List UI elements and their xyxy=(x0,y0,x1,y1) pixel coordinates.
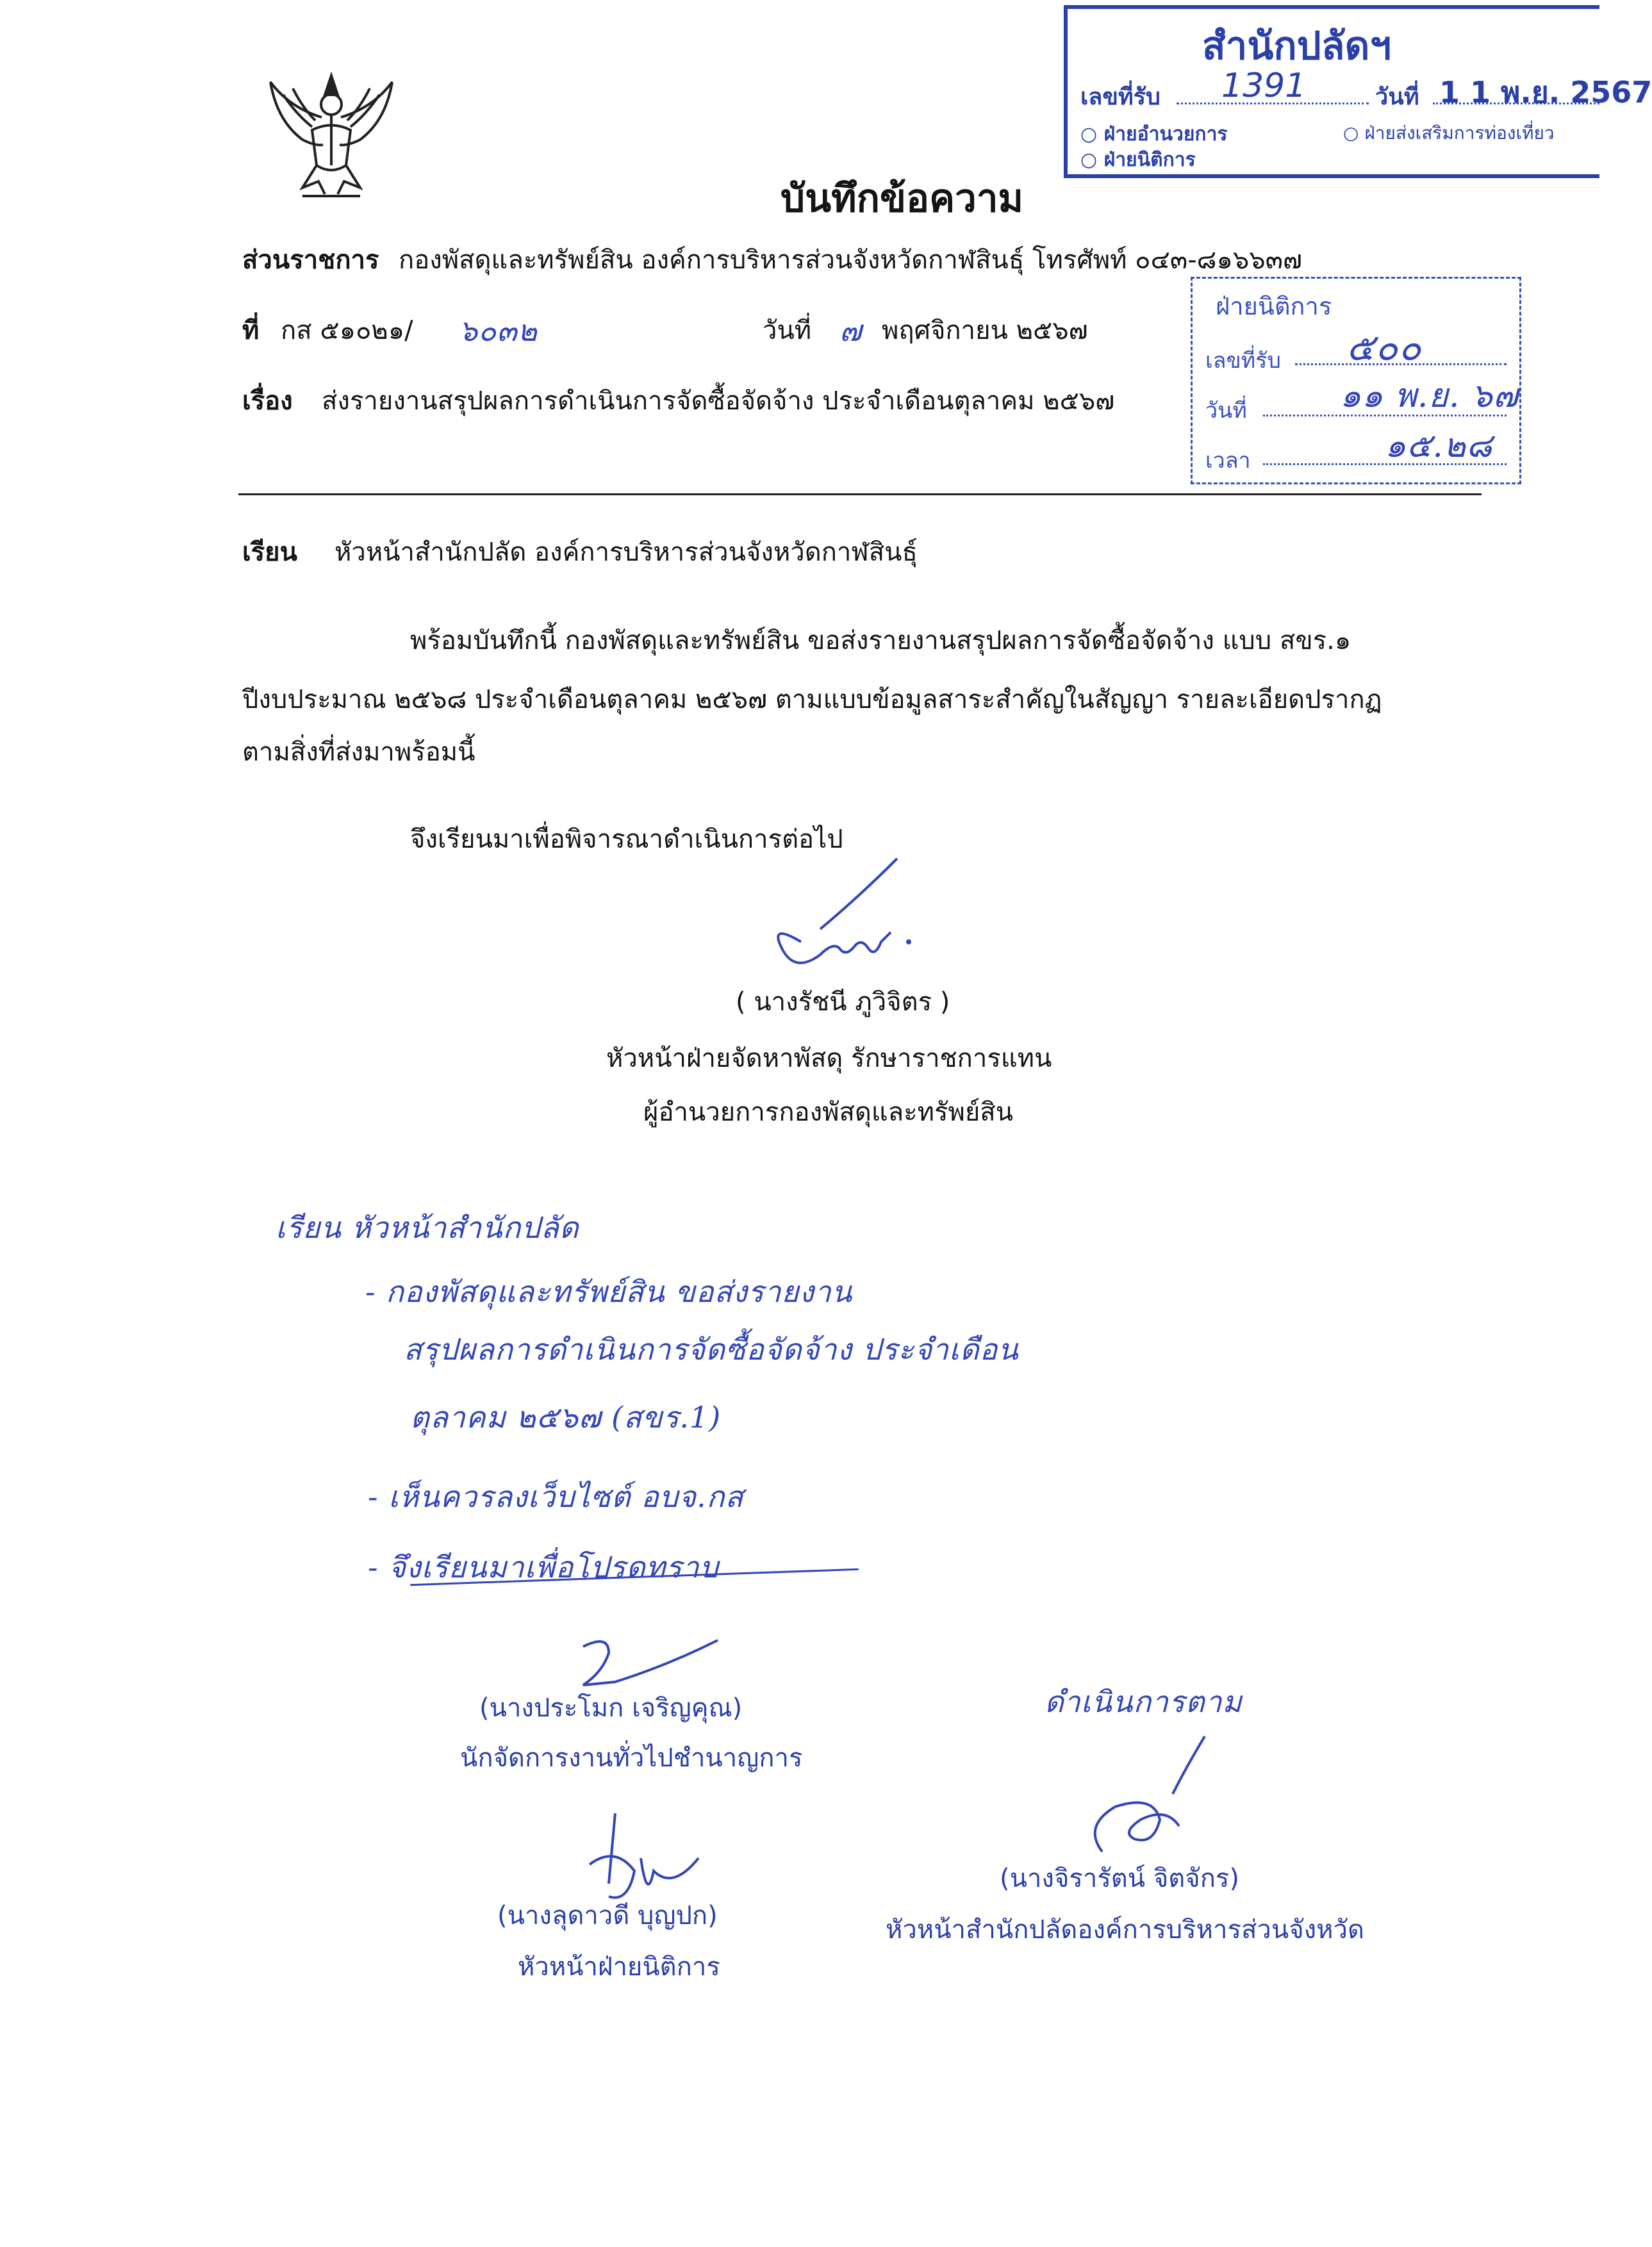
agency-label: ส่วนราชการ xyxy=(242,245,379,275)
subject-value: ส่งรายงานสรุปผลการดำเนินการจัดซื้อจัดจ้าง ประจำเดือนตุลาคม ๒๕๖๗ xyxy=(322,386,1115,416)
stamp-date-label: วันที่ xyxy=(1375,84,1419,110)
agency-value: กองพัสดุและทรัพย์สิน องค์การบริหารส่วนจังหวัดกาฬสินธุ์ โทรศัพท์ ๐๔๓-๘๑๖๖๓๗ xyxy=(399,245,1303,275)
signer3-name: (นางจิรารัตน์ จิตจักร) xyxy=(1000,1864,1240,1893)
stamp-office-title: สำนักปลัดฯ xyxy=(1202,24,1392,69)
signer3-title: หัวหน้าสำนักปลัดองค์การบริหารส่วนจังหวัด xyxy=(886,1915,1364,1945)
ref-handwritten: ๖๐๓๒ xyxy=(459,313,538,348)
to-label: เรียน xyxy=(242,538,297,567)
signer1-title: นักจัดการงานทั่วไปชำนาญการ xyxy=(460,1743,803,1773)
approval-note: ดำเนินการตาม xyxy=(1045,1684,1243,1719)
stamp-date-value: 1 1 พ.ย. 2567 xyxy=(1439,75,1652,110)
note-line-4: ตุลาคม ๒๕๖๗ (สขร.1) xyxy=(410,1400,722,1435)
body-line-1: พร้อมบันทึกนี้ กองพัสดุและทรัพย์สิน ขอส่งรายงานสรุปผลการจัดซื้อจัดจ้าง แบบ สขร.๑ xyxy=(410,626,1351,655)
body-line-2: ปีงบประมาณ ๒๕๖๘ ประจำเดือนตุลาคม ๒๕๖๗ ตามแบบข้อมูลสาระสำคัญในสัญญา รายละเอียดปรากฏ xyxy=(242,685,1382,714)
to-value: หัวหน้าสำนักปลัด องค์การบริหารส่วนจังหวัดกาฬสินธุ์ xyxy=(335,538,918,567)
legal-date-value: ๑๑ พ.ย. ๖๗ xyxy=(1340,377,1519,415)
header-divider xyxy=(238,493,1482,495)
legal-stamp-title: ฝ่ายนิติการ xyxy=(1216,292,1332,320)
stamp-receipt-number: 1391 xyxy=(1221,67,1307,105)
signer2-name: (นางลุดาวดี บุญปก) xyxy=(497,1901,718,1930)
main-signature xyxy=(743,846,948,980)
note-line-6: - จึงเรียนมาเพื่อโปรดทราบ xyxy=(368,1550,719,1584)
legal-receipt-stamp xyxy=(1191,277,1521,484)
date-value: พฤศจิกายน ๒๕๖๗ xyxy=(882,316,1088,345)
closing-line: จึงเรียนมาเพื่อพิจารณาดำเนินการต่อไป xyxy=(410,825,843,854)
stamp-receipt-label: เลขที่รับ xyxy=(1080,84,1161,110)
memo-heading: บันทึกข้อความ xyxy=(781,176,1024,221)
legal-receipt-number: ๕๐๐ xyxy=(1346,325,1422,369)
signer1-name: (นางประโมก เจริญคุณ) xyxy=(479,1693,743,1723)
office-receipt-stamp xyxy=(1064,5,1652,178)
signer2-title: หัวหน้าฝ่ายนิติการ xyxy=(518,1952,720,1982)
legal-date-label: วันที่ xyxy=(1205,398,1247,424)
signer-name: ( นางรัชนี ภูวิจิตร ) xyxy=(736,987,950,1017)
legal-time-value: ๑๕.๒๘ xyxy=(1385,427,1493,465)
date-handwritten: ๗ xyxy=(839,313,863,348)
ref-value: กส ๕๑๐๒๑/ xyxy=(281,316,413,345)
garuda-emblem xyxy=(264,69,399,204)
note-line-1: เรียน หัวหน้าสำนักปลัด xyxy=(276,1210,579,1245)
date-label: วันที่ xyxy=(763,316,812,345)
signer-title-2: ผู้อำนวยการกองพัสดุและทรัพย์สิน xyxy=(643,1098,1014,1127)
legal-time-label: เวลา xyxy=(1205,448,1251,473)
note-line-5: - เห็นควรลงเว็บไซต์ อบจ.กส xyxy=(368,1479,744,1514)
body-line-3: ตามสิ่งที่ส่งมาพร้อมนี้ xyxy=(242,737,475,767)
stamp-option-tourism: ○ ฝ่ายส่งเสริมการท่องเที่ยว xyxy=(1343,122,1555,144)
signer3-signature xyxy=(1077,1730,1218,1871)
signer1-signature xyxy=(570,1627,737,1698)
ref-label: ที่ xyxy=(242,316,260,345)
subject-label: เรื่อง xyxy=(242,386,293,416)
note-line-2: - กองพัสดุและทรัพย์สิน ขอส่งรายงาน xyxy=(365,1274,853,1309)
note-line-3: สรุปผลการดำเนินการจัดซื้อจัดจ้าง ประจำเดือน xyxy=(404,1332,1019,1367)
legal-receipt-label: เลขที่รับ xyxy=(1205,348,1281,374)
signer-title-1: หัวหน้าฝ่ายจัดหาพัสดุ รักษาราชการแทน xyxy=(606,1044,1052,1073)
stamp-option-admin: ○ ฝ่ายอำนวยการ xyxy=(1080,123,1228,145)
stamp-option-legal: ○ ฝ่ายนิติการ xyxy=(1080,149,1196,171)
